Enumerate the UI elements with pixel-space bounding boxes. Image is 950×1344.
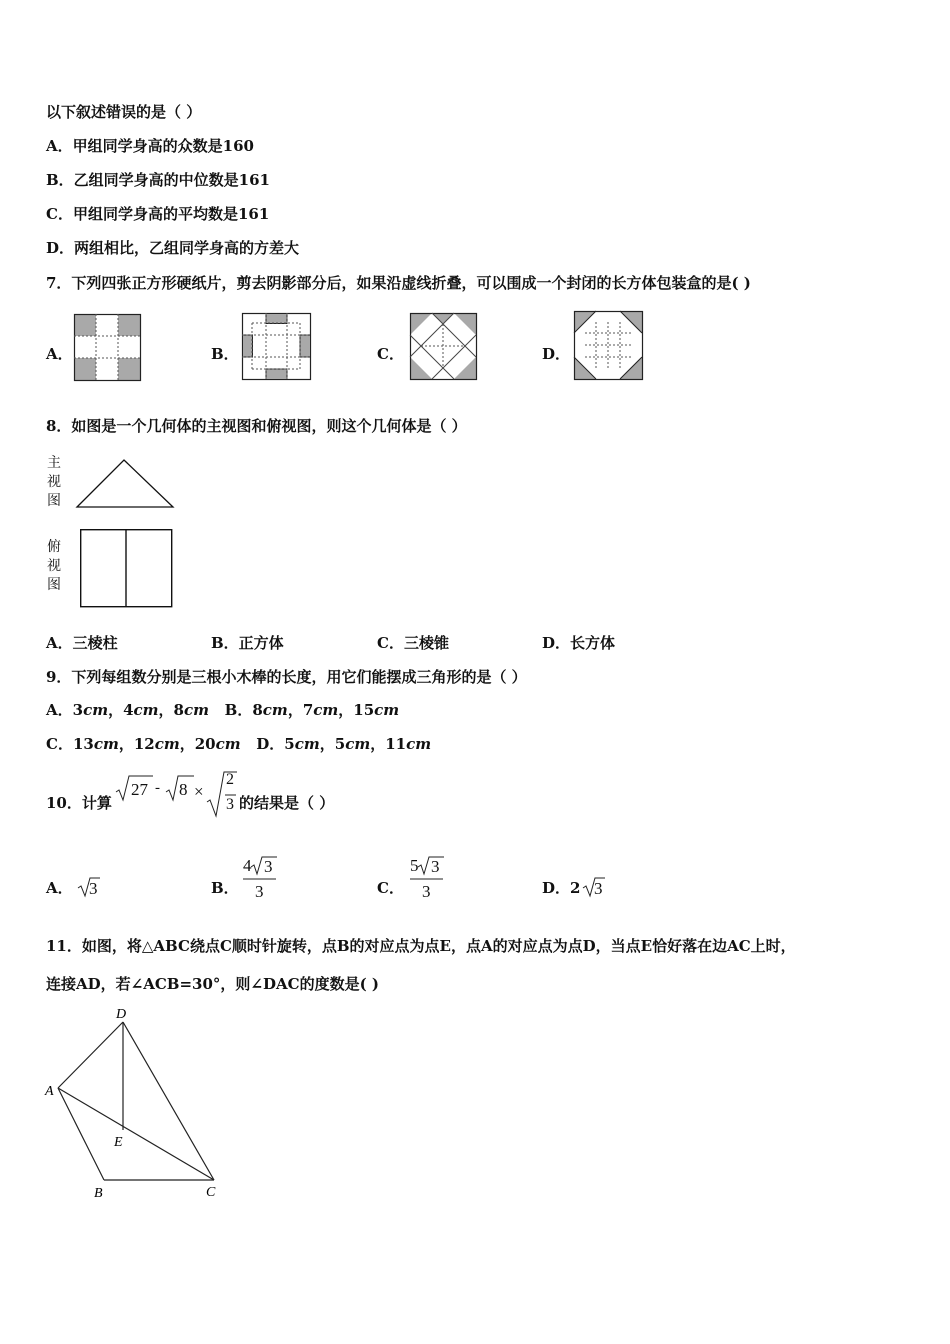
q8-option-b: B．正方体 — [211, 634, 284, 652]
q9-row-2 — [46, 734, 431, 754]
q7-figure-a — [74, 314, 142, 382]
top-view-rectangle — [80, 529, 174, 609]
q10-radicand-a: 27 — [131, 780, 148, 799]
q10-option-a-radicand: 3 — [89, 879, 98, 898]
unit: cm — [183, 701, 209, 719]
q9-a-rest2: ，8 — [158, 701, 184, 719]
q6-option-c: C．甲组同学身高的平均数是161 — [46, 205, 270, 223]
q7-label-b: B． — [211, 345, 239, 363]
unit: cm — [83, 701, 109, 719]
q11-rotation-figure — [44, 1003, 234, 1208]
unit: cm — [406, 735, 432, 753]
q10-option-b-coef: 4 — [243, 856, 252, 875]
q7-stem: 7．下列四张正方形硬纸片，剪去阴影部分后，如果沿虚线折叠，可以围成一个封闭的长方体包装盒的是( ) — [46, 274, 751, 292]
q10-option-d-radicand: 3 — [594, 879, 603, 898]
q7-figure-c — [410, 313, 478, 381]
q9-d-rest: ，5 — [319, 735, 346, 753]
q9-c-label: C．13 — [46, 735, 94, 753]
q10-times: × — [194, 782, 204, 801]
q8-option-c: C．三棱锥 — [377, 634, 449, 652]
q9-b-rest: ，7 — [287, 701, 314, 719]
point-label-b: B — [94, 1186, 103, 1201]
q8-option-d: D．长方体 — [542, 634, 616, 652]
q10-label-a: A． — [46, 879, 73, 897]
q6-option-b: B．乙组同学身高的中位数是161 — [46, 171, 270, 189]
q9-a-label: A．3 — [46, 701, 84, 719]
unit: cm — [374, 701, 400, 719]
q10-label-d: D．2 — [542, 879, 581, 897]
q10-prefix: 10．计算 — [46, 794, 112, 812]
q9-c-rest2: ，20 — [179, 735, 216, 753]
q6-stem: 以下叙述错误的是（ ） — [46, 103, 202, 121]
top-view-label-1: 俯 — [47, 539, 61, 555]
unit: cm — [93, 735, 119, 753]
q9-c-rest: ，12 — [118, 735, 155, 753]
unit: cm — [262, 701, 288, 719]
q7-label-d: D． — [542, 345, 571, 363]
unit: cm — [154, 735, 180, 753]
q8-stem: 8．如图是一个几何体的主视图和俯视图，则这个几何体是（ ） — [46, 417, 467, 435]
q10-frac-num: 2 — [226, 771, 234, 788]
q10-option-c-radicand: 3 — [431, 857, 440, 876]
q8-option-a: A．三棱柱 — [46, 634, 118, 652]
q9-a-rest: ，4 — [108, 701, 134, 719]
q11-line-1: 11．如图，将△ABC绕点C顺时针旋转，点B的对应点为点E，点A的对应点为点D，当点E恰好落在边AC上时， — [46, 937, 796, 955]
front-view-label-1: 主 — [47, 455, 61, 471]
q9-b-rest2: ，15 — [338, 701, 375, 719]
q7-label-a: A． — [46, 345, 73, 363]
front-view-label-2: 视 — [47, 474, 61, 490]
q9-row-1 — [46, 700, 399, 720]
q7-label-c: C． — [377, 345, 404, 363]
q10-label-b: B． — [211, 879, 239, 897]
q11-line-2: 连接AD，若∠ACB=30°，则∠DAC的度数是( ) — [46, 975, 379, 993]
q9-d-rest2: ，11 — [370, 735, 407, 753]
q6-option-a: A．甲组同学身高的众数是160 — [46, 137, 254, 155]
q7-figure-d — [574, 311, 644, 381]
q10-suffix: 的结果是（ ） — [239, 794, 335, 812]
q9-stem: 9．下列每组数分别是三根小木棒的长度，用它们能摆成三角形的是（ ） — [46, 668, 527, 686]
unit: cm — [133, 701, 159, 719]
q10-frac-den: 3 — [226, 796, 234, 813]
point-label-d: D — [116, 1007, 127, 1022]
front-view-triangle — [76, 458, 176, 510]
unit: cm — [313, 701, 339, 719]
point-label-c: C — [206, 1185, 216, 1200]
q6-option-d: D．两组相比，乙组同学身高的方差大 — [46, 239, 300, 257]
front-view-label-3: 图 — [47, 493, 61, 509]
unit: cm — [215, 735, 241, 753]
top-view-label-2: 视 — [47, 558, 61, 574]
q10-minus: - — [155, 780, 160, 796]
q9-d-label: D．5 — [256, 735, 295, 753]
unit: cm — [294, 735, 320, 753]
point-label-e: E — [114, 1135, 123, 1150]
q7-figure-b — [242, 313, 312, 381]
unit: cm — [345, 735, 371, 753]
q10-option-c-den: 3 — [422, 882, 431, 901]
q10-option-b-radicand: 3 — [264, 857, 273, 876]
q10-option-b-den: 3 — [255, 882, 264, 901]
q10-option-c-coef: 5 — [410, 856, 419, 875]
point-label-a: A — [45, 1084, 54, 1099]
q9-b-label: B．8 — [224, 701, 263, 719]
q10-label-c: C． — [377, 879, 404, 897]
top-view-label-3: 图 — [47, 577, 61, 593]
q10-radicand-b: 8 — [179, 780, 188, 799]
